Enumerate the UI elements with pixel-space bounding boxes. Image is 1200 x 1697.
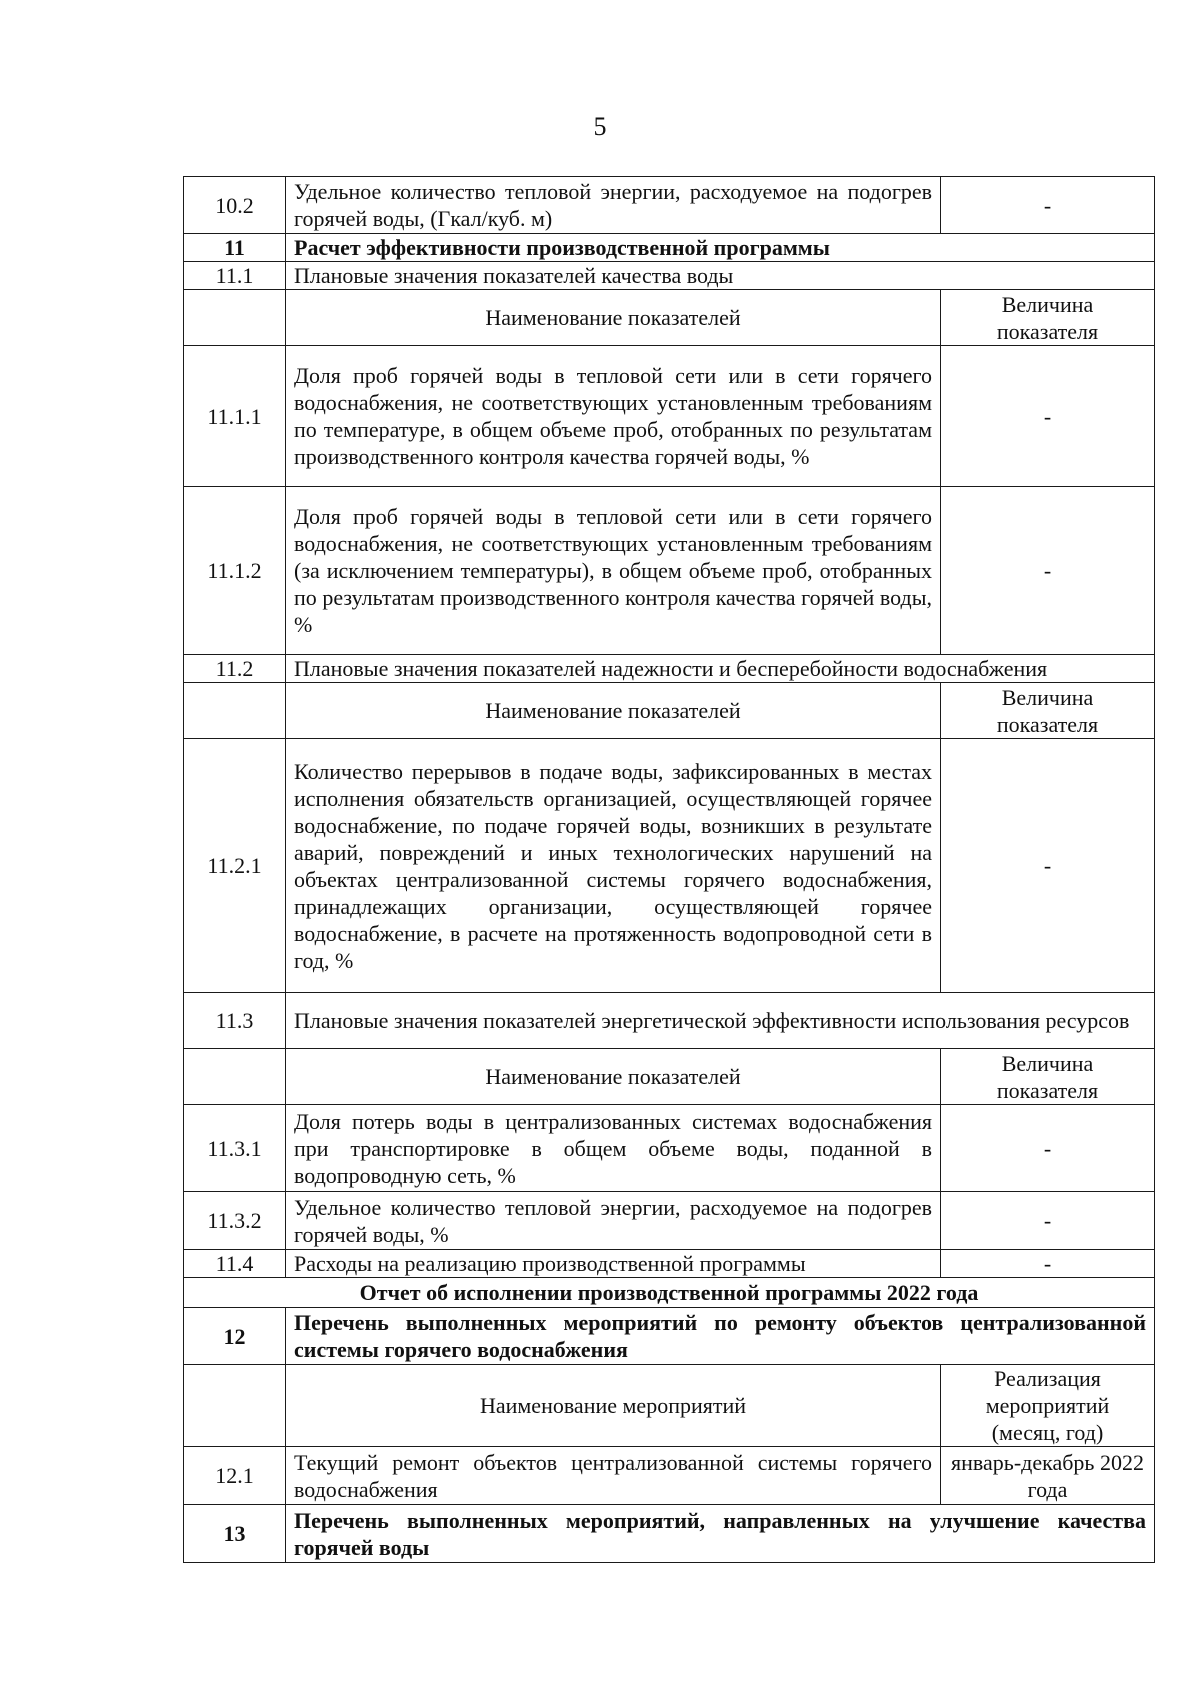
section-number: 13 [184,1505,286,1563]
programme-table [183,176,1155,1563]
column-header-name: Наименование показателей [286,1049,941,1105]
column-header-name: Наименование мероприятий [286,1365,941,1447]
table-row [184,1105,1155,1192]
page-number: 5 [593,112,607,141]
row-value: - [941,487,1155,655]
section-title: Перечень выполненных мероприятий, направленных на улучшение качества горячей воды [286,1505,1155,1563]
subsection-row [184,262,1155,290]
row-value: - [941,1105,1155,1192]
column-header-name: Наименование показателей [286,683,941,739]
row-value: - [941,1250,1155,1278]
row-text: Количество перерывов в подаче воды, зафиксированных в местах исполнения обязательств организацией, осуществляющей горячее водоснабжение, по подаче горячей воды, возникших в результате аварий, повреждений и иных технологических нарушений на объектах централизованной системы горячего водоснабжения, принадлежащих организации, осуществляющей горячее водоснабжение, в расчете на протяженность водопроводной сети в год, % [286,739,941,993]
row-text: Расходы на реализацию производственной программы [286,1250,941,1278]
row-text: Удельное количество тепловой энергии, расходуемое на подогрев горячей воды, (Гкал/куб. м) [286,177,941,234]
header-row [184,1049,1155,1105]
section-title: Перечень выполненных мероприятий по ремонту объектов централизованной системы горячего водоснабжения [286,1308,1155,1365]
row-text: Удельное количество тепловой энергии, расходуемое на подогрев горячей воды, % [286,1192,941,1250]
row-number: 11.4 [184,1250,286,1278]
subsection-number: 11.2 [184,655,286,683]
row-number: 11.3.1 [184,1105,286,1192]
row-value: - [941,346,1155,487]
table-row [184,487,1155,655]
empty-cell [184,1365,286,1447]
row-number: 11.1.2 [184,487,286,655]
subsection-title: Плановые значения показателей энергетической эффективности использования ресурсов [286,993,1155,1049]
table-row [184,177,1155,234]
row-number: 11.2.1 [184,739,286,993]
row-text: Доля проб горячей воды в тепловой сети или в сети горячего водоснабжения, не соответствующих установленным требованиям (за исключением температуры), в общем объеме проб, отобранных по результатам производственного контроля качества горячей воды, % [286,487,941,655]
subsection-number: 11.3 [184,993,286,1049]
table-row [184,739,1155,993]
empty-cell [184,1049,286,1105]
section-number: 12 [184,1308,286,1365]
header-row [184,1365,1155,1447]
row-value: январь-декабрь 2022 года [941,1447,1155,1505]
section-title: Расчет эффективности производственной программы [286,234,1155,262]
row-text: Текущий ремонт объектов централизованной системы горячего водоснабжения [286,1447,941,1505]
header-row [184,683,1155,739]
row-text: Доля потерь воды в централизованных системах водоснабжения при транспортировке в общем объеме воды, поданной в водопроводную сеть, % [286,1105,941,1192]
section-number: 11 [184,234,286,262]
row-number: 12.1 [184,1447,286,1505]
row-value: - [941,1192,1155,1250]
empty-cell [184,290,286,346]
table-row [184,1250,1155,1278]
row-text: Доля проб горячей воды в тепловой сети или в сети горячего водоснабжения, не соответствующих установленным требованиям по температуре, в общем объеме проб, отобранных по результатам производственного контроля качества горячей воды, % [286,346,941,487]
column-header-name: Наименование показателей [286,290,941,346]
subsection-number: 11.1 [184,262,286,290]
column-header-value: Величина показателя [941,1049,1155,1105]
column-header-value: Величина показателя [941,290,1155,346]
table-row [184,1447,1155,1505]
report-title: Отчет об исполнении производственной программы 2022 года [184,1278,1155,1308]
column-header-value: Реализация мероприятий (месяц, год) [941,1365,1155,1447]
row-value: - [941,177,1155,234]
row-number: 11.1.1 [184,346,286,487]
column-header-value: Величина показателя [941,683,1155,739]
table-row [184,346,1155,487]
report-title-row [184,1278,1155,1308]
subsection-row [184,993,1155,1049]
row-number: 10.2 [184,177,286,234]
row-value: - [941,739,1155,993]
section-row [184,1505,1155,1563]
subsection-title: Плановые значения показателей качества воды [286,262,1155,290]
subsection-row [184,655,1155,683]
section-row [184,234,1155,262]
empty-cell [184,683,286,739]
header-row [184,290,1155,346]
table-row [184,1192,1155,1250]
section-row [184,1308,1155,1365]
row-number: 11.3.2 [184,1192,286,1250]
subsection-title: Плановые значения показателей надежности и бесперебойности водоснабжения [286,655,1155,683]
